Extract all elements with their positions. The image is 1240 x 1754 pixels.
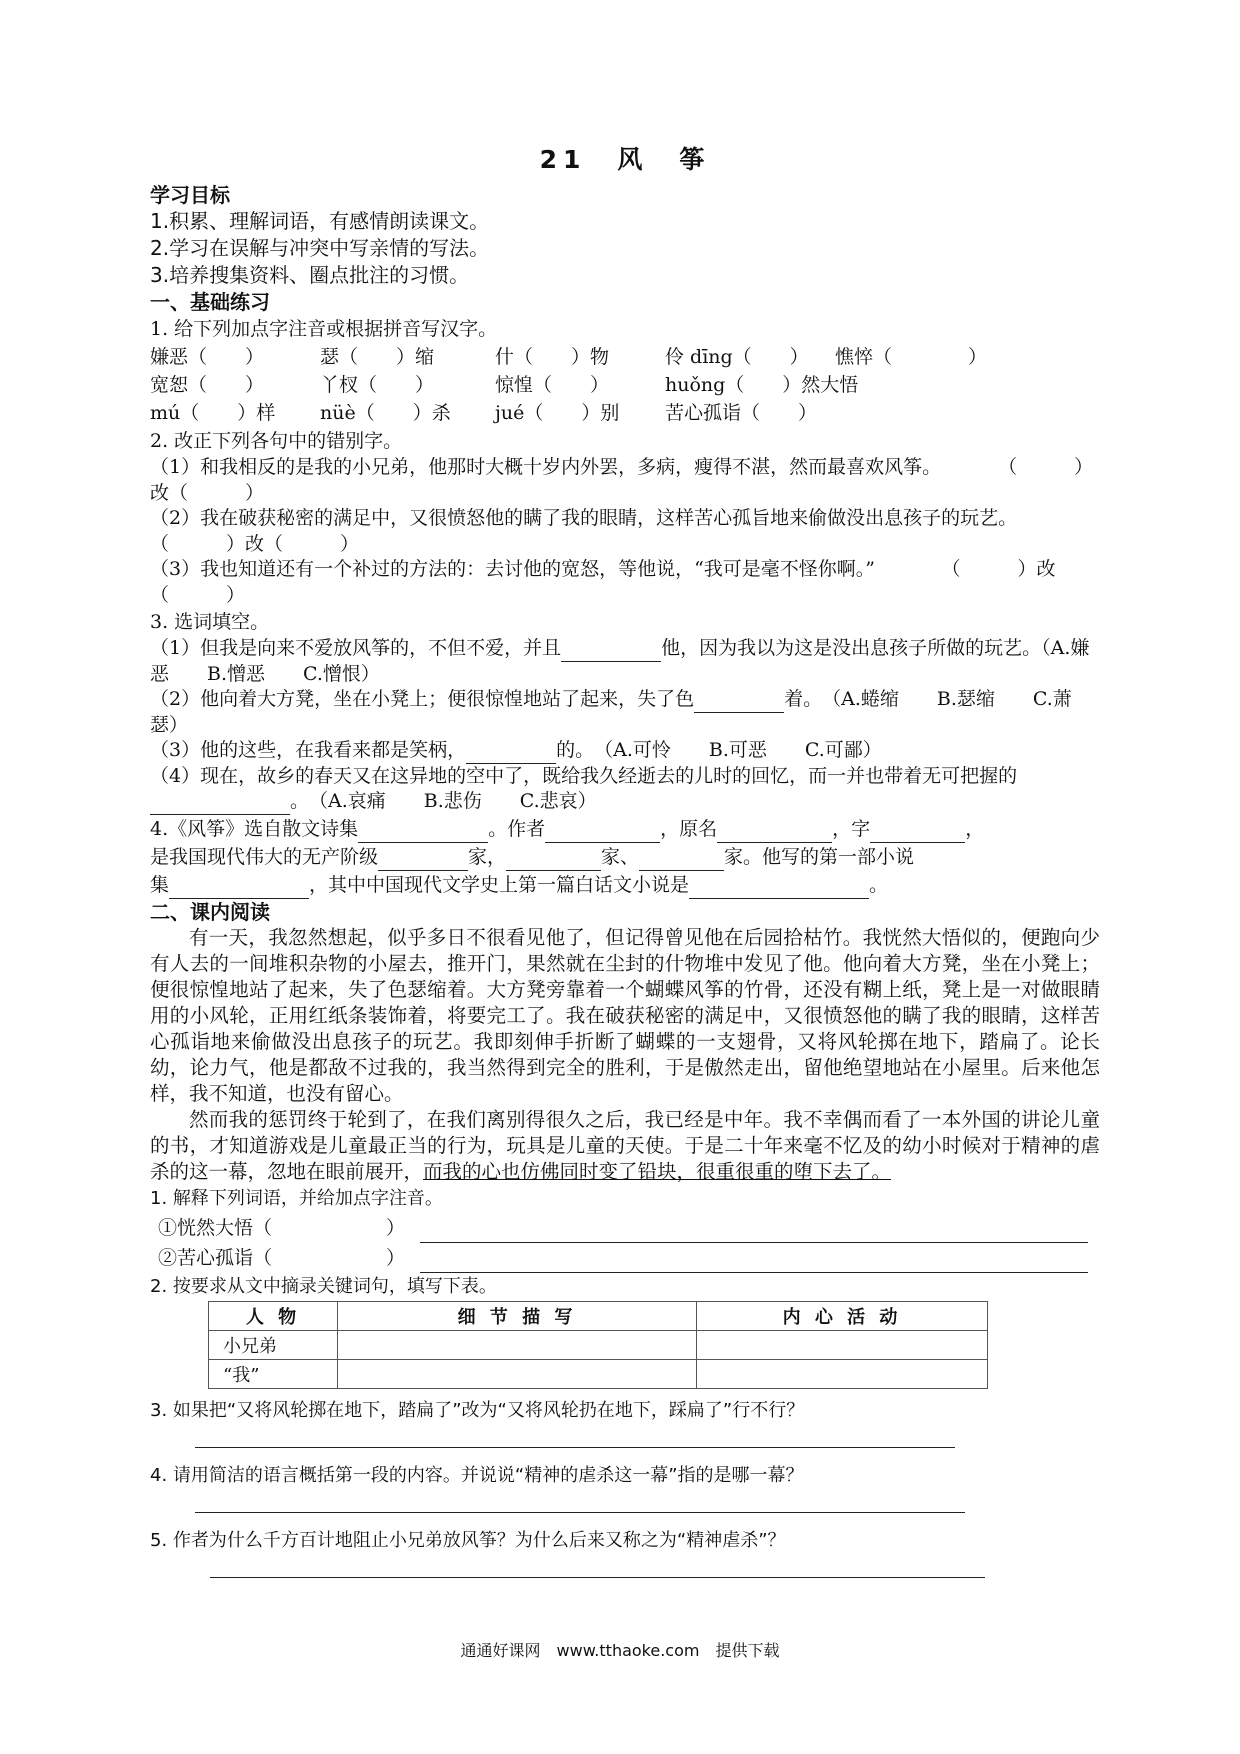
pinyin-item[interactable]: 苦心孤诣（ ） bbox=[665, 402, 818, 424]
fill-text: 的。 （A.可怜 B.可恶 C.可鄙） bbox=[556, 739, 882, 761]
reading-paragraph bbox=[150, 1107, 1100, 1185]
fill-blank[interactable] bbox=[358, 822, 488, 843]
q4-text: ，其中中国现代文学史上第一篇白话文小说是 bbox=[309, 873, 690, 896]
typo-item bbox=[150, 506, 1100, 557]
reading-paragraph: 有一天，我忽然想起，似乎多日不很看见他了，但记得曾见他在后园拾枯竹。我恍然大悟似的，便跑向少有人去的一间堆积杂物的小屋去，推开门，果然就在尘封的什物堆中发见了他。他向着大方凳，坐在小凳上；便很惊惶地站了起来，失了色瑟缩着。大方凳旁靠着一个蝴蝶风筝的竹骨，还没有糊上纸，凳上是一对做眼睛用的小风轮，正用红纸条装饰着，将要完工了。我在破获秘密的满足中，又很愤怒他的瞒了我的眼睛，这样苦心孤诣地来偷做没出息孩子的玩艺。我即刻伸手折断了蝴蝶的一支翅骨，又将风轮掷在地下，踏扁了。论长幼，论力气，他是都敌不过我的，我当然得到完全的胜利，于是傲然走出，留他绝望地站在小屋里。后来他怎样，我不知道，也没有留心。 bbox=[150, 925, 1100, 1105]
answer-table bbox=[208, 1301, 988, 1389]
definition-row bbox=[158, 1243, 1100, 1273]
fill-item bbox=[150, 738, 1100, 764]
table-cell: 小兄弟 bbox=[209, 1330, 338, 1359]
reading-q1-prompt: 1. 解释下列词语，并给加点字注音。 bbox=[150, 1187, 443, 1209]
q4-text: 家。他写的第一部小说 bbox=[724, 845, 915, 868]
fill-blank[interactable] bbox=[717, 822, 832, 843]
table-header: 内 心 活 动 bbox=[697, 1301, 988, 1330]
pinyin-item[interactable]: mú（ ）样 bbox=[150, 402, 276, 424]
pinyin-item[interactable]: 瑟（ ）缩 bbox=[320, 346, 435, 368]
fill-blank[interactable] bbox=[561, 641, 661, 662]
goals-heading: 学习目标 bbox=[150, 183, 230, 207]
q1-prompt: 1. 给下列加点字注音或根据拼音写汉字。 bbox=[150, 318, 498, 340]
fill-text: 他，因为我以为这是没出息孩子所做的玩艺。（A.嫌恶 B.憎恶 C.憎恨） bbox=[150, 637, 1090, 685]
typo-fix-blank[interactable]: （ ）改（ ） bbox=[150, 558, 1056, 606]
section1-heading: 一、基础练习 bbox=[150, 290, 270, 314]
typo-sentence: （1）和我相反的是我的小兄弟，他那时大概十岁内外罢，多病，瘦得不湛，然而最喜欢风筝。 bbox=[150, 456, 932, 478]
fill-text: 。 （A.哀痛 B.悲伤 C.悲哀） bbox=[290, 790, 597, 812]
answer-line[interactable] bbox=[195, 1425, 955, 1448]
fill-blank[interactable] bbox=[378, 850, 468, 871]
answer-line[interactable] bbox=[210, 1555, 985, 1578]
table-cell: “我” bbox=[209, 1359, 338, 1388]
fill-blank[interactable] bbox=[694, 692, 784, 713]
worksheet bbox=[150, 140, 1100, 1578]
q4-text: 。 bbox=[869, 873, 889, 896]
fill-blank[interactable] bbox=[689, 878, 869, 899]
q4-text: ，字 bbox=[832, 817, 871, 840]
goal-item: 2.学习在误解与冲突中写亲情的写法。 bbox=[150, 236, 490, 260]
pinyin-row bbox=[150, 343, 1100, 371]
table-cell[interactable] bbox=[338, 1359, 697, 1388]
table-cell[interactable] bbox=[338, 1330, 697, 1359]
goal-item: 1.积累、理解词语，有感情朗读课文。 bbox=[150, 209, 490, 233]
pinyin-item[interactable]: nüè（ ）杀 bbox=[320, 402, 451, 424]
answer-line[interactable] bbox=[420, 1250, 1088, 1273]
table-header: 人 物 bbox=[209, 1301, 338, 1330]
fill-blank[interactable] bbox=[639, 850, 724, 871]
q4-text: 家， bbox=[468, 845, 507, 868]
fill-item bbox=[150, 636, 1100, 687]
fill-text: 着。 （A.蜷缩 B.瑟缩 C.萧瑟） bbox=[150, 688, 1072, 736]
table-header: 细 节 描 写 bbox=[338, 1301, 697, 1330]
pinyin-item[interactable]: 宽恕（ ） bbox=[150, 374, 265, 396]
pinyin-item[interactable]: 什（ ）物 bbox=[495, 346, 610, 368]
q4-text: 4.《风筝》选自散文诗集 bbox=[150, 817, 359, 840]
q4-text: ，原名 bbox=[660, 817, 718, 840]
table-cell[interactable] bbox=[697, 1330, 988, 1359]
fill-text: （1）但我是向来不爱放风筝的，不但不爱，并且 bbox=[150, 637, 562, 659]
reading-q2-prompt: 2. 按要求从文中摘录关键词句，填写下表。 bbox=[150, 1275, 497, 1297]
definition-term: ②苦心孤诣（ ） bbox=[158, 1246, 406, 1269]
paragraph-text: 然而我的惩罚终于轮到了，在我们离别得很久之后，我已经是中年。我不幸偶而看了一本外国的讲论儿童的书，才知道游戏是儿童最正当的行为，玩具是儿童的天使。于是二十年来毫不忆及的幼小时候对于精神的虐杀的这一幕，忽地在眼前展开， bbox=[150, 1107, 1100, 1183]
footer-credit: 通通好课网 www.tthaoke.com 提供下载 bbox=[460, 1641, 780, 1660]
reading-q4: 4. 请用简洁的语言概括第一段的内容。并说说“精神的虐杀这一幕”指的是哪一幕？ bbox=[150, 1464, 804, 1486]
fill-blank[interactable] bbox=[870, 822, 965, 843]
typo-item bbox=[150, 455, 1100, 506]
q4-text: 集 bbox=[150, 873, 170, 896]
answer-line[interactable] bbox=[420, 1220, 1088, 1243]
pinyin-item[interactable]: 惊惶（ ） bbox=[495, 374, 610, 396]
fill-text: （3）他的这些，在我看来都是笑柄， bbox=[150, 739, 467, 761]
q4-text: 。作者 bbox=[488, 817, 546, 840]
reading-q5: 5. 作者为什么千方百计地阻止小兄弟放风筝？为什么后来又称之为“精神虐杀”？ bbox=[150, 1529, 786, 1551]
page-title: 21 风 筝 bbox=[539, 145, 711, 174]
typo-fix-blank[interactable]: （ ）改（ ） bbox=[150, 532, 360, 555]
pinyin-item[interactable]: 伶 dīng（ ） bbox=[665, 346, 809, 368]
pinyin-item[interactable]: 憔悴（ ） bbox=[835, 346, 988, 368]
pinyin-row bbox=[150, 371, 1100, 399]
pinyin-item[interactable]: jué（ ）别 bbox=[495, 402, 620, 424]
fill-blank[interactable] bbox=[169, 878, 309, 899]
fill-text: （2）他向着大方凳，坐在小凳上；便很惊惶地站了起来，失了色 bbox=[150, 688, 695, 710]
q4-text: ， bbox=[965, 817, 985, 840]
typo-sentence: （2）我在破获秘密的满足中，又很愤怒他的瞒了我的眼睛，这样苦心孤旨地来偷做没出息孩子的玩艺。 bbox=[150, 507, 1008, 529]
q4-text: 家、 bbox=[601, 845, 640, 868]
fill-text: （4）现在，故乡的春天又在这异地的空中了，既给我久经逝去的儿时的回忆，而一并也带着无可把握的 bbox=[150, 764, 1018, 787]
q2-prompt: 2. 改正下列各句中的错别字。 bbox=[150, 430, 403, 452]
q3-prompt: 3. 选词填空。 bbox=[150, 611, 270, 633]
definition-term: ①恍然大悟（ ） bbox=[158, 1216, 406, 1239]
pinyin-item[interactable]: huǒng（ ）然大悟 bbox=[665, 374, 859, 396]
q4-text: 是我国现代伟大的无产阶级 bbox=[150, 845, 379, 868]
table-header-row bbox=[209, 1301, 988, 1330]
table-row bbox=[209, 1359, 988, 1388]
table-cell[interactable] bbox=[697, 1359, 988, 1388]
section2-heading: 二、课内阅读 bbox=[150, 899, 270, 924]
reading-q3: 3. 如果把“又将风轮掷在地下，踏扁了”改为“又将风轮扔在地下，踩扁了”行不行？ bbox=[150, 1399, 805, 1421]
fill-item bbox=[150, 764, 1100, 815]
q4-item bbox=[150, 815, 1100, 899]
fill-blank[interactable] bbox=[545, 822, 660, 843]
typo-sentence: （3）我也知道还有一个补过的方法的：去讨他的宽怒，等他说，“我可是毫不怪你啊。” bbox=[150, 558, 876, 580]
pinyin-item[interactable]: 嫌恶（ ） bbox=[150, 346, 265, 368]
pinyin-row bbox=[150, 399, 1100, 427]
fill-blank[interactable] bbox=[150, 794, 290, 815]
typo-item bbox=[150, 557, 1100, 608]
definition-row bbox=[158, 1213, 1100, 1243]
table-row bbox=[209, 1330, 988, 1359]
underlined-sentence: 而我的心也仿佛同时变了铅块，很重很重的堕下去了。 bbox=[423, 1159, 892, 1183]
goal-item: 3.培养搜集资料、圈点批注的习惯。 bbox=[150, 263, 470, 287]
pinyin-item[interactable]: 丫杈（ ） bbox=[320, 374, 435, 396]
typo-fix-blank[interactable]: （ ）改（ ） bbox=[150, 456, 1094, 504]
fill-item bbox=[150, 687, 1100, 738]
fill-blank[interactable] bbox=[466, 743, 556, 764]
fill-blank[interactable] bbox=[506, 850, 601, 871]
answer-line[interactable] bbox=[195, 1490, 965, 1513]
